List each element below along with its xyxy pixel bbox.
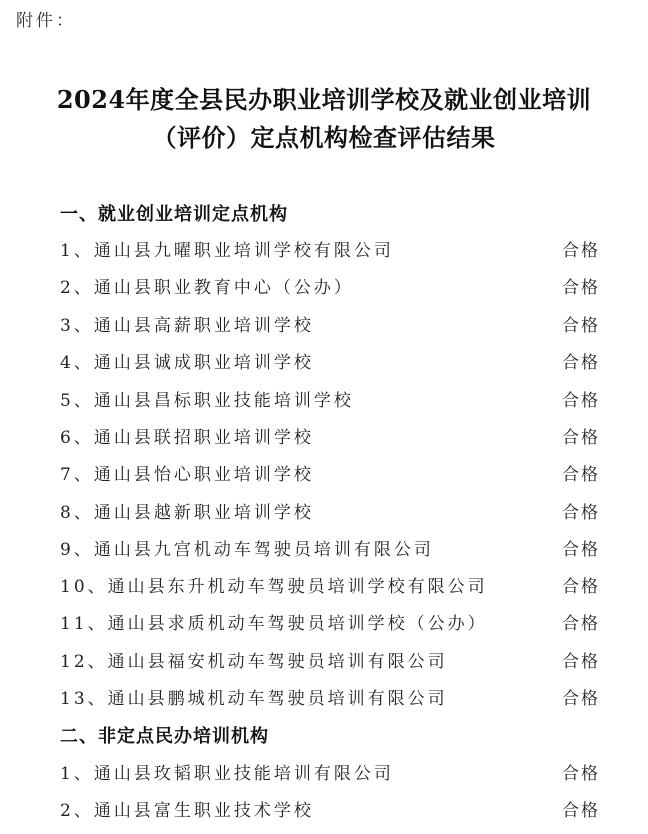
evaluation-result: 合格: [562, 689, 600, 709]
institution-name: 1、通山县玫韬职业技能培训有限公司: [60, 764, 394, 784]
institution-name: 5、通山县昌标职业技能培训学校: [60, 391, 354, 411]
institution-name: 4、通山县诚成职业培训学校: [60, 353, 314, 373]
evaluation-result: 合格: [562, 577, 600, 597]
evaluation-result: 合格: [562, 316, 600, 336]
list-item: [60, 348, 610, 376]
evaluation-result: 合格: [562, 652, 600, 672]
institution-name: 12、通山县福安机动车驾驶员培训有限公司: [60, 652, 448, 672]
document-title-line2: （评价）定点机构检查评估结果: [152, 123, 496, 152]
institution-name: 6、通山县联招职业培训学校: [60, 428, 314, 448]
document-title-line1: 2024年度全县民办职业培训学校及就业创业培训: [56, 85, 592, 114]
institution-name: 9、通山县九宫机动车驾驶员培训有限公司: [60, 540, 434, 560]
evaluation-result: 合格: [562, 353, 600, 373]
evaluation-result: 合格: [562, 540, 600, 560]
list-item: [60, 609, 610, 637]
list-item: [60, 423, 610, 451]
evaluation-result: 合格: [562, 428, 600, 448]
section-heading-designated: 一、就业创业培训定点机构: [60, 204, 288, 225]
list-item: [60, 759, 610, 787]
institution-name: 3、通山县高薪职业培训学校: [60, 316, 314, 336]
list-item: [60, 460, 610, 488]
list-item: [60, 273, 610, 301]
evaluation-result: 合格: [562, 614, 600, 634]
institution-name: 8、通山县越新职业培训学校: [60, 503, 314, 523]
list-item: [60, 796, 610, 824]
list-item: [60, 311, 610, 339]
evaluation-result: 合格: [562, 278, 600, 298]
institution-name: 2、通山县职业教育中心（公办）: [60, 278, 354, 298]
attachment-label: 附件：: [16, 11, 76, 31]
list-item: [60, 386, 610, 414]
evaluation-result: 合格: [562, 801, 600, 821]
institution-name: 2、通山县富生职业技术学校: [60, 801, 314, 821]
list-item: [60, 498, 610, 526]
list-item: [60, 647, 610, 675]
institution-name: 7、通山县怡心职业培训学校: [60, 465, 314, 485]
institution-name: 11、通山县求质机动车驾驶员培训学校（公办）: [60, 614, 488, 634]
list-item: [60, 236, 610, 264]
list-item: [60, 684, 610, 712]
list-item: [60, 535, 610, 563]
evaluation-result: 合格: [562, 241, 600, 261]
evaluation-result: 合格: [562, 465, 600, 485]
evaluation-result: 合格: [562, 764, 600, 784]
evaluation-result: 合格: [562, 503, 600, 523]
institution-name: 13、通山县鹏城机动车驾驶员培训有限公司: [60, 689, 448, 709]
section-heading-non-designated: 二、非定点民办培训机构: [60, 726, 269, 747]
evaluation-result: 合格: [562, 391, 600, 411]
list-item: [60, 572, 610, 600]
institution-name: 1、通山县九曜职业培训学校有限公司: [60, 241, 394, 261]
institution-name: 10、通山县东升机动车驾驶员培训学校有限公司: [60, 577, 488, 597]
